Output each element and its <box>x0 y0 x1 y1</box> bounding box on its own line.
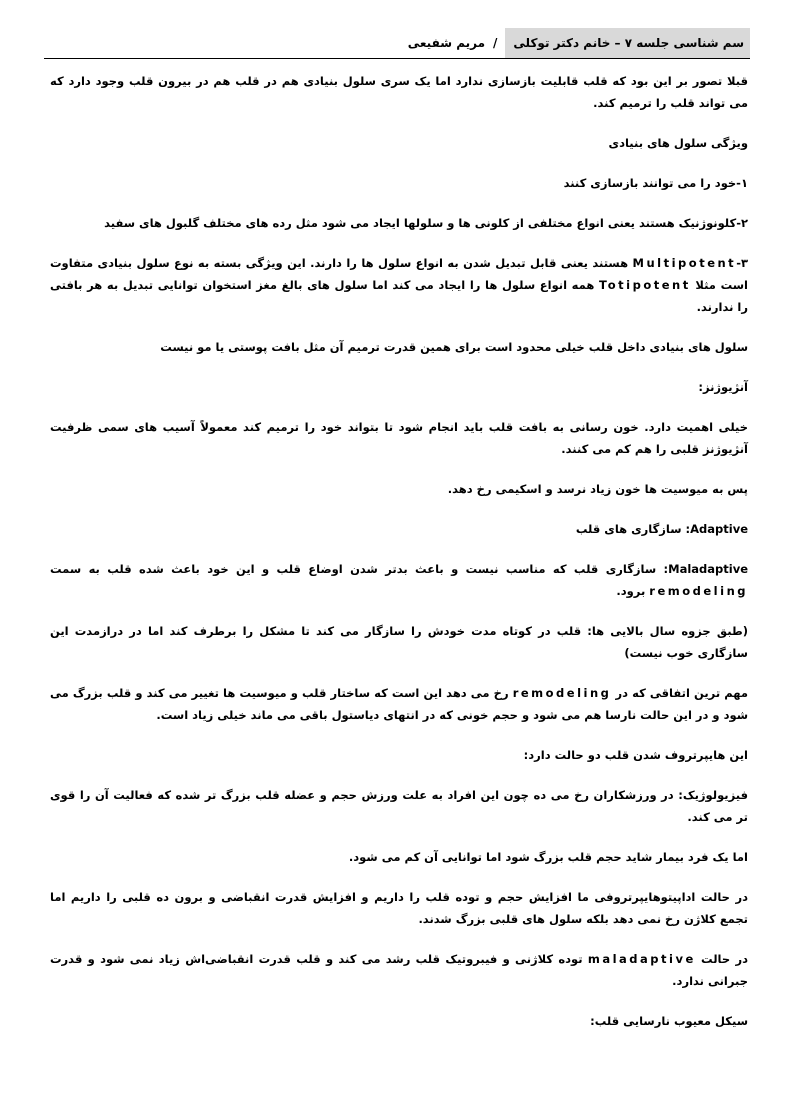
term-totipotent: Totipotent <box>598 278 691 292</box>
list-item-1: ۱-خود را می توانند بازسازی کنند <box>563 176 748 190</box>
paragraph-adaptive <box>50 518 748 540</box>
paragraph-seniors-note: (طبق جزوه سال بالایی ها: قلب در کوتاه مدت خودش را سازگار می کند تا مشکل را برطرف کند اما در درازمدت این سازگاری خوب نیست) <box>50 624 748 660</box>
paragraph-patient: اما یک فرد بیمار شاید حجم قلب بزرگ شود اما توانایی آن کم می شود. <box>348 850 748 864</box>
paragraph-adaptive-hypertrophy: در حالت اداپیتوهایپرتروفی ما افزایش حجم و توده قلب را داریم و افزایش قدرت انقباضی و برون ده قلبی را داریم اما تجمع کلاژن رخ نمی دهد بلکه سلول های قلبی بزرگ شدند. <box>50 890 748 926</box>
header-separator: / <box>493 36 498 50</box>
remodeling-text-b: رخ می دهد این است که ساختار قلب و میوسیت ها تغییر می کند و قلب بزرگ می شود و در این حالت نارسا هم می شود و حجم خونی که در انتهای دیاستول باقی می ماند خیلی زیاد است. <box>50 686 748 722</box>
maladaptive-definition-a: : سازگاری قلب که مناسب نیست و باعث بدتر شدن اوضاع قلب و این خود باعث شده قلب به سمت <box>50 562 669 576</box>
term-remodeling: remodeling <box>649 584 748 598</box>
paragraph-angiogenesis: خیلی اهمیت دارد. خون رسانی به بافت قلب باید انجام شود تا بتواند خود را ترمیم کند معمولاً آسیب های سمی ظرفیت آنژیوژنز قلبی را هم کم می کنند. <box>50 420 748 456</box>
paragraph-intro: قبلا تصور بر این بود که قلب قابلیت بازسازی ندارد اما یک سری سلول بنیادی هم در قلب هم در بیرون قلب وجود دارد که می تواند قلب را ترمیم کند. <box>50 74 748 110</box>
lecture-title: سم شناسی جلسه ۷ – خانم دکتر توکلی <box>505 28 750 58</box>
term-maladaptive: Maladaptive <box>668 562 748 576</box>
paragraph-cardiac-stem-cells: سلول های بنیادی داخل قلب خیلی محدود است برای همین قدرت ترمیم آن مثل بافت پوستی یا مو نیست <box>160 340 748 354</box>
author-name: مریم شفیعی <box>407 36 486 50</box>
paragraph-maladaptive <box>50 558 748 602</box>
list-item-2: ۲-کلونوژنیک هستند یعنی انواع مختلفی از کلونی ها و سلولها ایجاد می شود مثل رده های مختلف گلبول های سفید <box>104 216 748 230</box>
term-remodeling-2: remodeling <box>512 686 612 700</box>
page-header <box>408 28 750 58</box>
paragraph-physiologic: فیزیولوژیک: در ورزشکاران رخ می ده چون این افراد به علت ورزش حجم و عضله قلب بزرگ تر شده که فعالیت آن را قوی تر می کند. <box>50 788 748 824</box>
paragraph-hypertrophy-types: این هایپرتروف شدن قلب دو حالت دارد: <box>523 748 748 762</box>
maladaptive-state-text-a: در حالت <box>695 952 748 966</box>
maladaptive-definition-b: برود. <box>616 584 650 598</box>
heading-stem-cell-features: ویژگی سلول های بنیادی <box>608 136 748 150</box>
list-item-3-text-a: هستند یعنی قابل تبدیل شدن به انواع سلول ها را دارند. این ویژگی بسته به نوع سلول بنیادی متفاوت است مثلا <box>50 256 748 292</box>
maladaptive-state-text-b: توده کلاژنی و فیبروتیک قلب رشد می کند و قلب قدرت انقباضی‌اش زیاد نمی شود و قدرت جبرانی ندارد. <box>50 952 748 988</box>
paragraph-ischemia: پس به میوسیت ها خون زیاد نرسد و اسکیمی رخ دهد. <box>447 482 748 496</box>
list-item-3 <box>50 252 748 318</box>
adaptive-definition: : سازگاری های قلب <box>575 522 691 536</box>
term-multipotent: Multipotent <box>632 256 737 270</box>
list-item-3-text-b: همه انواع سلول ها را ایجاد می کند اما سلول های بالغ مغز استخوان توانایی تبدیل به هر بافتی را ندارند. <box>50 278 748 314</box>
header-divider <box>44 58 750 59</box>
term-maladaptive-2: maladaptive <box>587 952 696 966</box>
list-item-3-number: ۳- <box>736 256 748 270</box>
paragraph-remodeling <box>50 682 748 726</box>
paragraph-maladaptive-state <box>50 948 748 992</box>
heading-angiogenesis: آنژیوژنز: <box>698 380 748 394</box>
heading-heart-failure-cycle: سیکل معیوب نارسایی قلب: <box>590 1014 748 1028</box>
remodeling-text-a: مهم ترین اتفاقی که در <box>611 686 748 700</box>
term-adaptive: Adaptive <box>690 522 748 536</box>
document-body <box>50 70 748 1050</box>
